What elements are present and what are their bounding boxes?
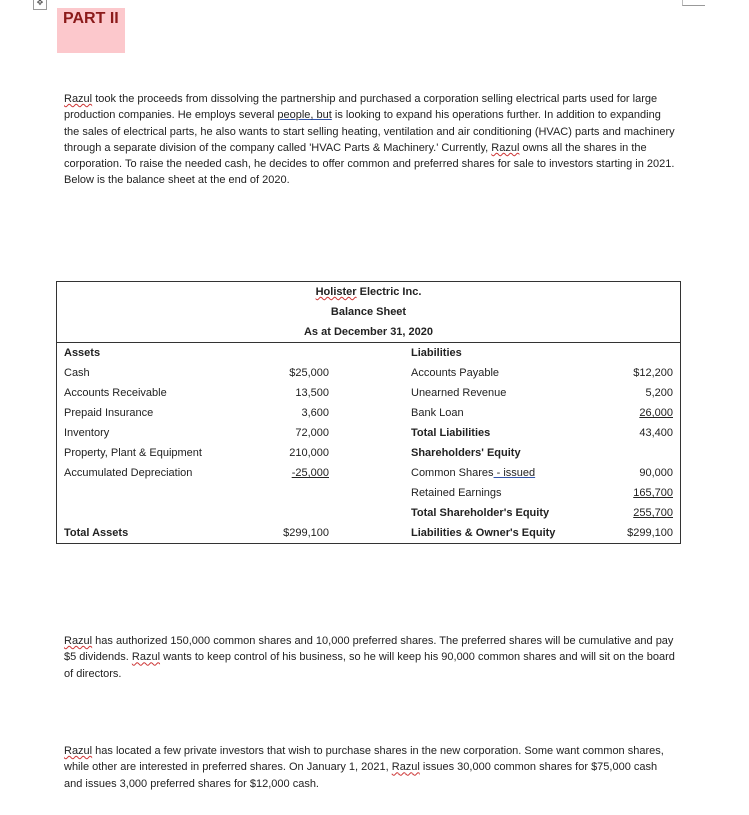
asset-value: 13,500 [295,387,329,399]
asset-label: Total Assets [64,527,129,539]
table-row [57,463,681,483]
label-text: Total Shareholder's Equity [411,507,550,519]
asset-label [57,483,255,503]
liability-value: $299,100 [627,527,673,539]
liability-label [411,503,611,523]
part-heading: PART II [57,8,125,53]
asset-label: Accounts Receivable [64,387,167,399]
liabilities-heading: Liabilities [411,347,462,359]
sheet-date: As at December 31, 2020 [57,322,681,343]
table-row [57,483,681,503]
text: has located a few private investors that wish to purchase shares in the new corporation. Some want common shares, while other are interested in preferred shares. On January 1, 2021, [64,745,664,774]
table-row [57,383,681,403]
label-text: Shareholders' Equity [411,447,521,459]
asset-value: 72,000 [295,427,329,439]
balance-sheet-table [56,281,681,544]
name-text: Razul [64,93,93,105]
label-text: Bank Loan [411,407,464,419]
asset-value: $25,000 [289,367,329,379]
grammar-flag: - issued [493,467,536,479]
text: issues 30,000 common shares for $75,000 cash and issues 3,000 preferred shares for $12,000 cash. [64,761,658,790]
name-text: Razul [64,745,93,757]
asset-value: 3,600 [301,407,329,419]
table-row [57,443,681,463]
liability-value: 5,200 [645,387,673,399]
liability-label [411,483,611,503]
liability-label [411,523,611,544]
company-word: Holister [315,286,357,298]
text: took the proceeds from dissolving the partnership and purchased a corporation selling electrical parts used for large production companies. He employs several [64,93,658,122]
table-row [57,403,681,423]
liability-value: 43,400 [639,427,673,439]
asset-value: $299,100 [283,527,329,539]
table-row [57,503,681,523]
liability-label [411,383,611,403]
asset-label: Cash [64,367,90,379]
share-issue-paragraph [64,743,676,792]
liability-label [411,463,611,483]
name-text: Razul [391,761,420,774]
company-rest: Electric Inc. [356,286,422,298]
asset-label: Accumulated Depreciation [64,467,193,479]
authorized-shares-paragraph [64,633,676,682]
text: wants to keep control of his business, so he will keep his 90,000 common shares and will sit on the board of directors. [64,651,675,680]
sheet-title: Balance Sheet [330,306,407,318]
label-text: Total Liabilities [411,427,491,439]
label-text: Unearned Revenue [411,387,507,399]
liability-label [411,423,611,443]
name-text: Razul [491,141,520,154]
table-row [57,363,681,383]
liability-value: 26,000 [639,407,673,419]
text: has authorized 150,000 common shares and 10,000 preferred shares. The preferred shares will be cumulative and pay $5 dividends. [64,635,674,664]
label-text: Liabilities & Owner's Equity [411,527,556,539]
liability-value: $12,200 [633,367,673,379]
text: owns all the shares in the corporation. To raise the needed cash, he decides to offer common and preferred shares for sale to investors starting in 2021. Below is the balance sheet at the end of 2020. [64,141,675,187]
asset-value: 210,000 [289,447,329,459]
label-text: Accounts Payable [411,367,500,379]
page-corner-marker [682,0,705,6]
liability-label [411,363,611,383]
liability-value: 165,700 [633,487,673,499]
asset-value [254,483,329,503]
company-name [57,282,681,303]
asset-label: Prepaid Insurance [64,407,154,419]
asset-label: Property, Plant & Equipment [64,447,202,459]
intro-paragraph [64,91,676,189]
asset-value [254,503,329,523]
asset-value: -25,000 [291,467,329,479]
table-row [57,523,681,544]
name-text: Razul [64,635,93,647]
asset-label: Inventory [64,427,110,439]
grammar-flag: people, but [277,109,332,122]
liability-value: 90,000 [639,467,673,479]
liability-value: 255,700 [633,507,673,519]
label-text: Retained Earnings [411,487,502,499]
label-text: Common Shares [411,467,494,479]
assets-heading: Assets [64,347,101,359]
liability-label [411,403,611,423]
asset-label [57,503,255,523]
text: is looking to expand his operations further. In addition to expanding the sales of electrical parts, he also wants to start selling heating, ventilation and air conditioning (HVAC) parts and machinery through a separate division of the company called 'HVAC Parts & Machinery.' Currently, [64,109,675,154]
liability-label [411,443,611,463]
table-move-handle-icon[interactable]: ✥ [33,0,47,10]
table-row [57,423,681,443]
name-text: Razul [131,651,161,664]
